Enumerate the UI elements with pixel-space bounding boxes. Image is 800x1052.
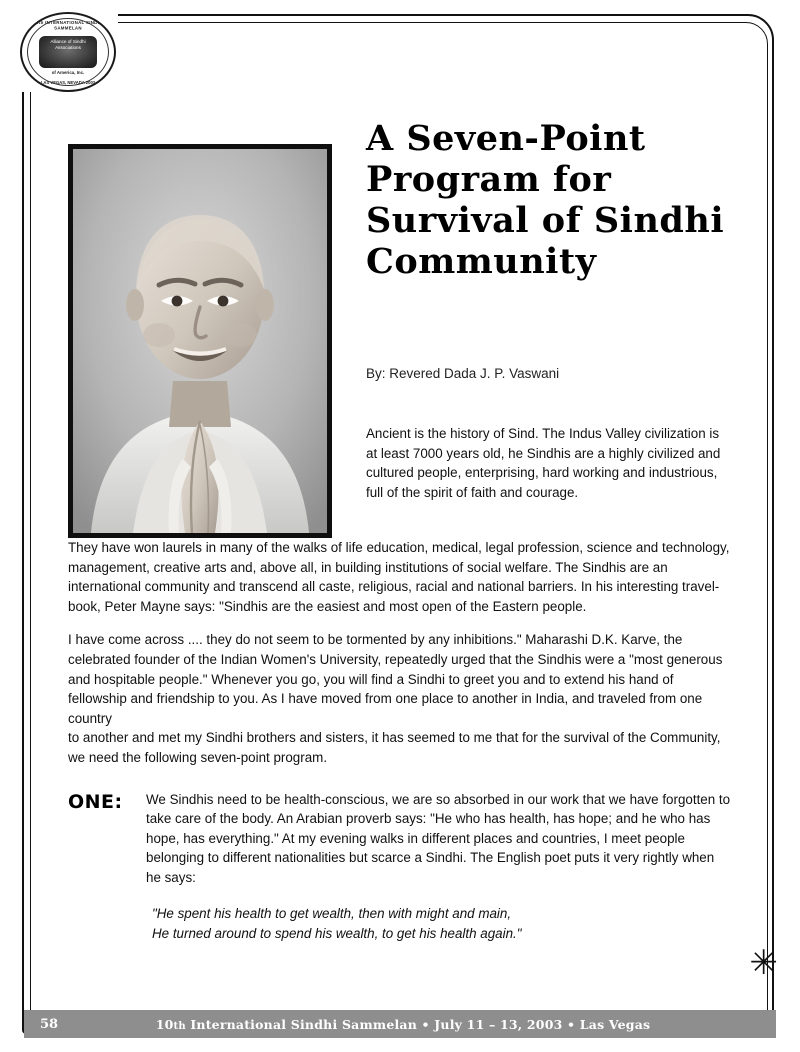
- article-byline: By: Revered Dada J. P. Vaswani: [366, 366, 560, 381]
- emblem-oval: [20, 12, 116, 92]
- author-portrait-photo: [68, 144, 332, 538]
- point-body: [146, 790, 732, 944]
- emblem-center-seal: Alliance of Sindhi Associations: [39, 36, 97, 68]
- sammelan-emblem-logo: [14, 8, 118, 92]
- page-footer-bar: [24, 1010, 776, 1038]
- footer-text-rest: International Sindhi Sammelan • July 11 – 13, 2003 • Las Vegas: [185, 1016, 651, 1032]
- footer-text-main: 10: [155, 1016, 174, 1032]
- article-paragraph-4: to another and met my Sindhi brothers and sisters, it has seemed to me that for the survival of the Community, we need the following seven-point program.: [68, 730, 721, 765]
- footer-text-sup: th: [173, 1020, 186, 1032]
- emblem-bottom-text: LAS VEGAS, NEVADA 2003: [40, 80, 96, 85]
- point-number-label: ONE:: [68, 790, 123, 813]
- article-header-block: [68, 118, 732, 538]
- article-title-block: [366, 118, 732, 282]
- seven-point-item-one: [68, 790, 732, 944]
- article-paragraph-3: I have come across .... they do not seem to be tormented by any inhibitions." Maharashi D.K. Karve, the celebrated founder of the Indian Women's University, repeatedly urged that the Sindhis were a "most generous and hospitable people." Whenever you go, you will find a Sindhi to greet you and to extend his hand of fellowship and friendship to you. As I have moved from one place to another in India, and traveled from one country: [68, 632, 723, 726]
- point-text: We Sindhis need to be health-conscious, we are so absorbed in our work that we have forgotten to take care of the body. An Arabian proverb says: "He who has health, has hope; and he who has hope, has everything." At my evening walks in different places and countries, I meet people belonging to different nationalities but scarce a Sindhi. The English poet puts it very rightly when he says:: [146, 791, 731, 885]
- article-lead-paragraph: Ancient is the history of Sind. The Indus Valley civilization is at least 7000 years old, he Sindhis are a highly civilized and cultured people, enterprising, hard working and industrious, full of the spirit of faith and courage.: [366, 426, 721, 500]
- verse-line-1: "He spent his health to get wealth, then with might and main,: [152, 905, 512, 921]
- article-content: [68, 118, 732, 944]
- footer-text: [88, 1017, 776, 1032]
- point-verse: [146, 904, 732, 944]
- end-of-section-asterisk: ✳: [749, 943, 778, 983]
- article-title: A Seven-Point Program for Survival of Sindhi Community: [366, 118, 725, 282]
- verse-line-2: He turned around to spend his wealth, to get his health again.": [152, 925, 522, 941]
- portrait-illustration: [73, 149, 327, 533]
- emblem-top-text: 10th INTERNATIONAL SINDHI SAMMELAN: [33, 19, 103, 31]
- article-paragraph-2: They have won laurels in many of the walks of life education, medical, legal profession, science and technology, management, creative arts and, above all, in building institutions of social welfare. The Sindhis are an international community and transcend all caste, religious, racial and national barriers. In his interesting travel-book, Peter Mayne says: "Sindhis are the easiest and most open of the Eastern people.: [68, 540, 730, 614]
- page-number: 58: [40, 1016, 59, 1032]
- emblem-mid-text: of America, Inc.: [51, 70, 85, 75]
